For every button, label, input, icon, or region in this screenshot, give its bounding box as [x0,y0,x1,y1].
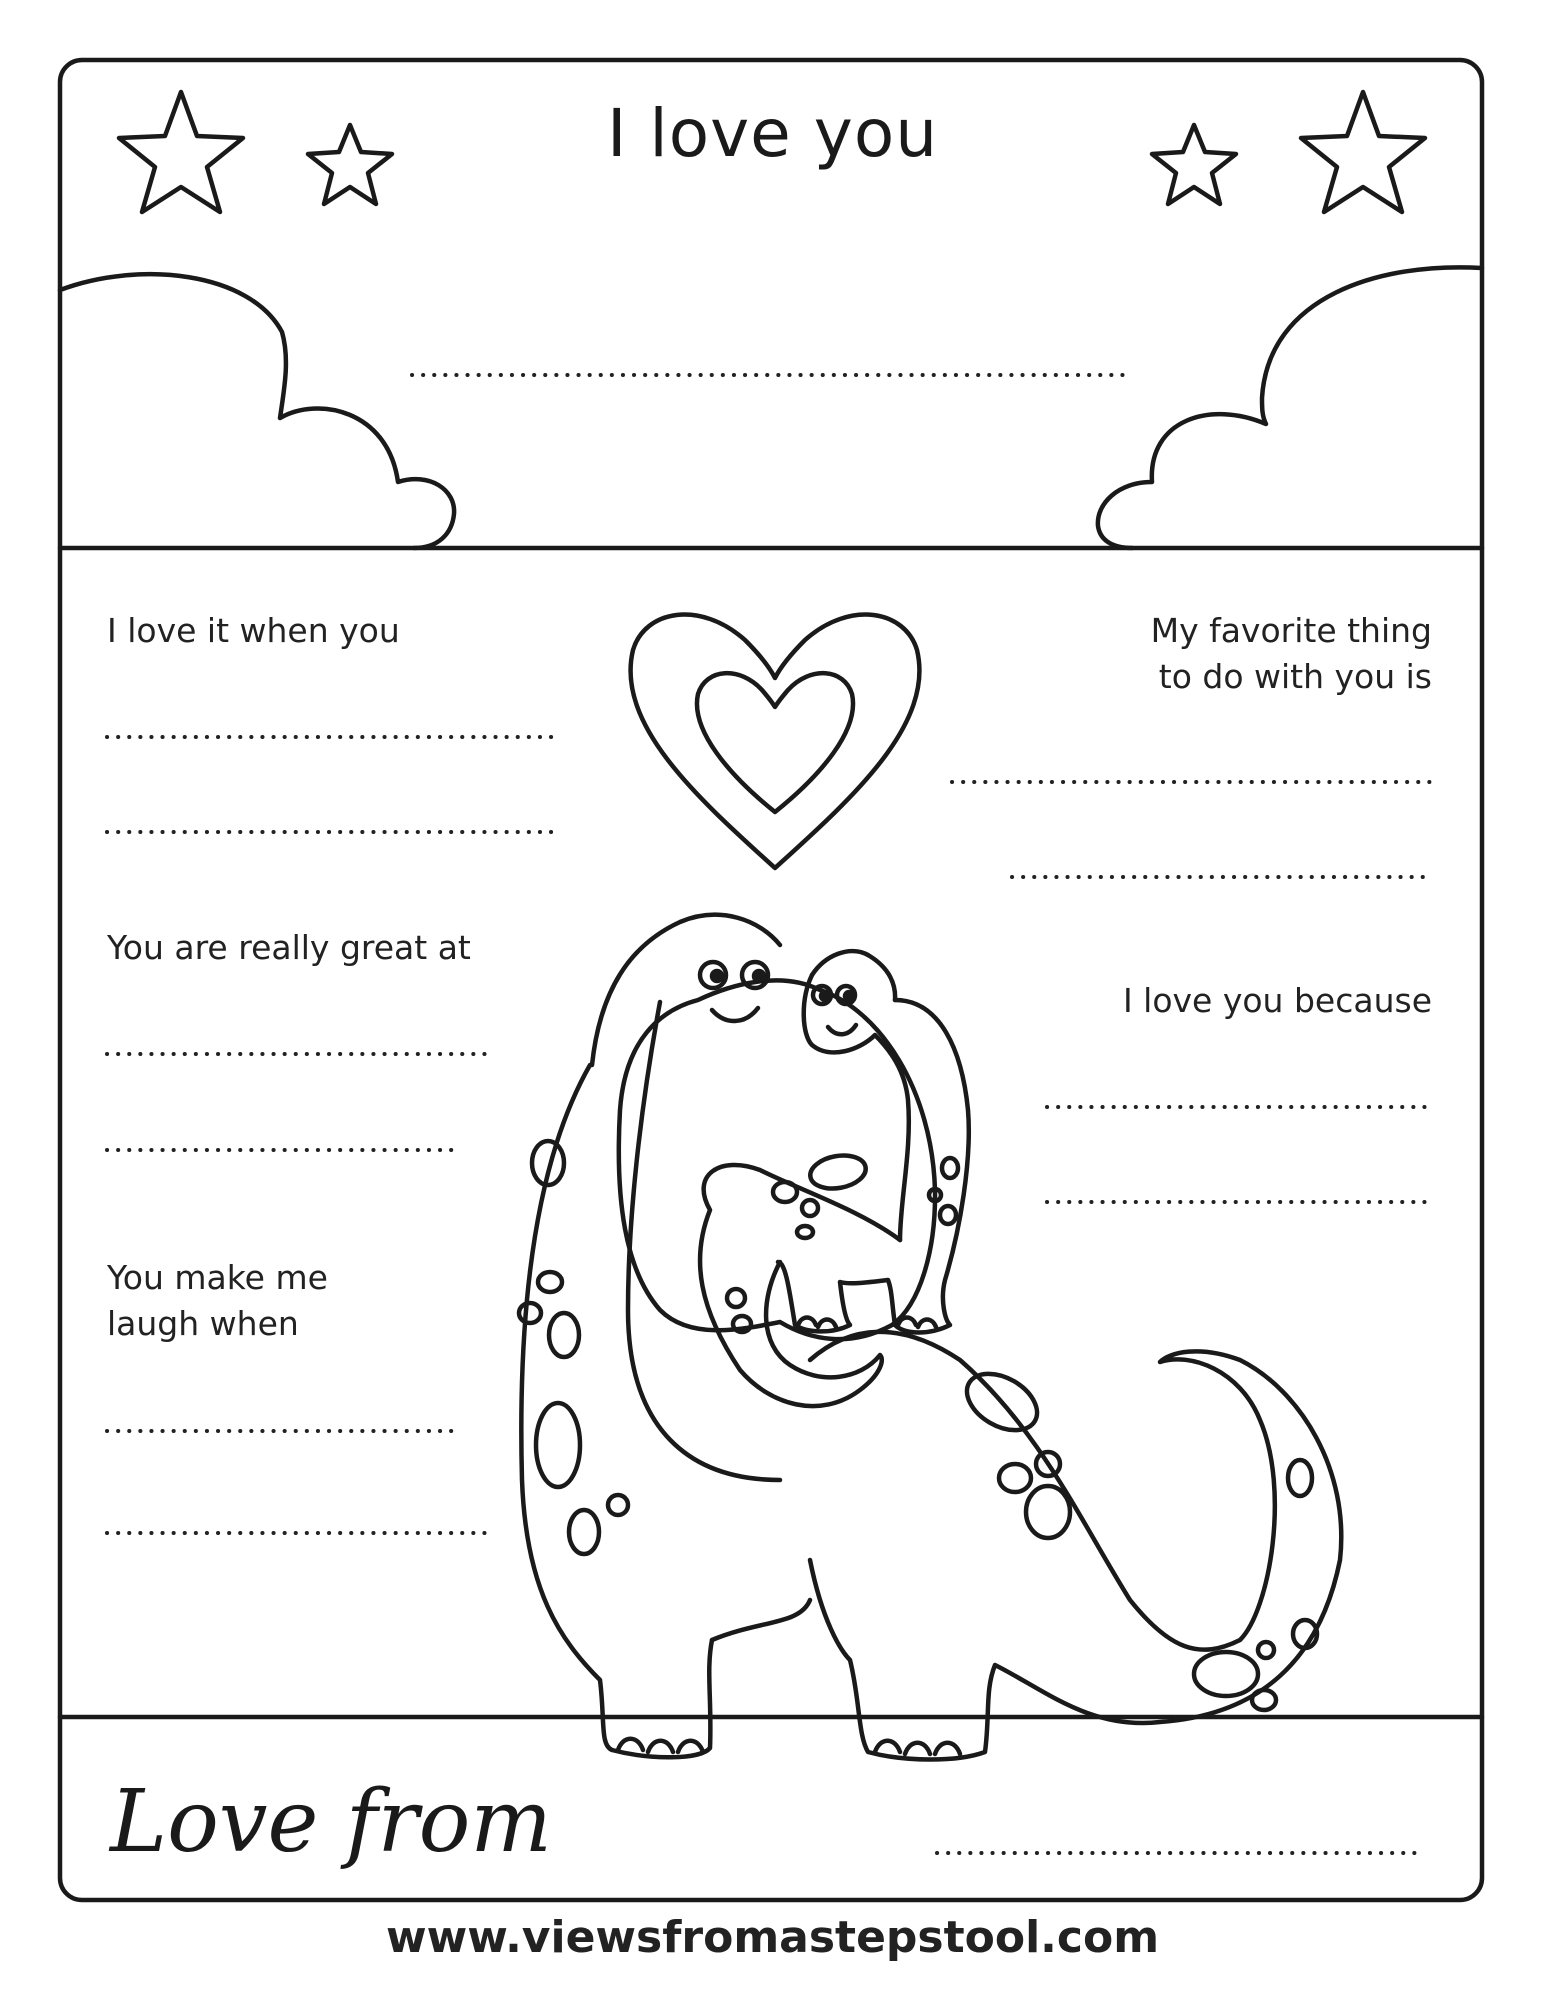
cloud-left [60,274,454,548]
page-title: I love you [606,95,939,172]
big-dinosaur-illustration [519,915,1341,1760]
prompt-great-at: You are really great at [107,928,471,967]
heart-inner-icon [697,673,853,812]
prompt-laugh-when [107,1255,328,1347]
heart-icon [631,615,920,868]
prompt-love-when: I love it when you [107,611,400,650]
footer-url: www.viewsfromastepstool.com [385,1912,1160,1963]
cloud-right [1098,267,1482,548]
prompt-favorite-line2: to do with you is [1158,657,1432,696]
prompt-laugh-line1: You make me [107,1258,328,1297]
prompt-laugh-line2: laugh when [107,1304,299,1343]
prompt-because: I love you because [1122,981,1432,1020]
prompt-favorite-line1: My favorite thing [1150,611,1432,650]
prompt-favorite-thing [1151,608,1432,700]
signature-label: Love from [110,1772,552,1872]
